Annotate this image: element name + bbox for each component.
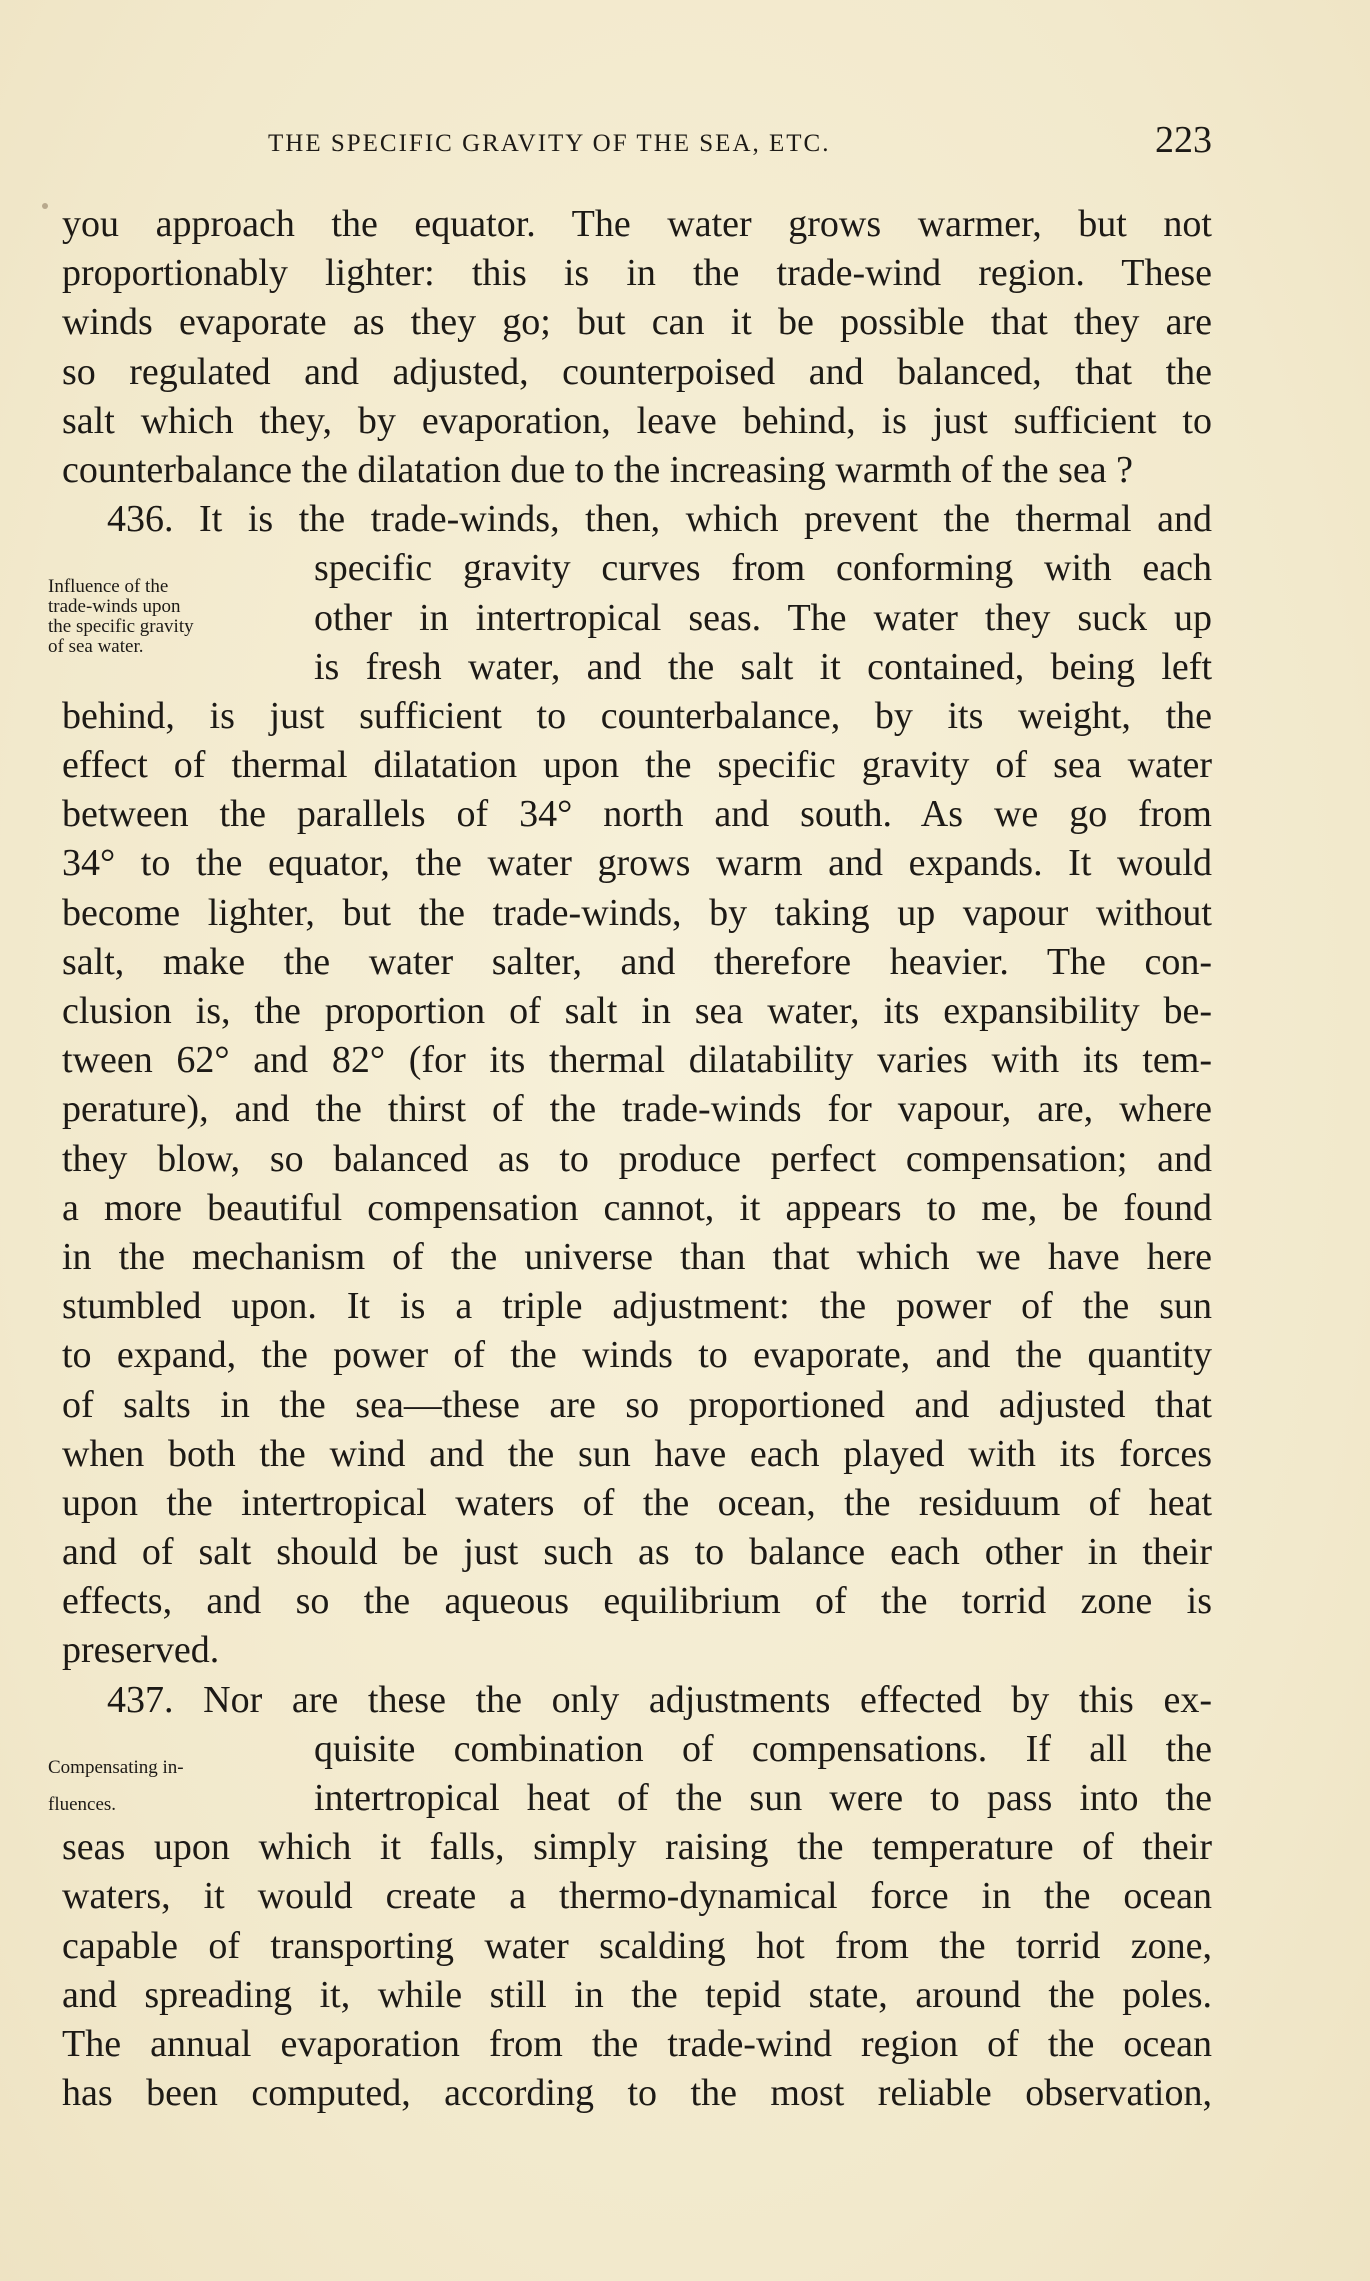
text-line: and spreading it, while still in the tepid state, around the poles. [62, 1973, 1212, 2016]
text-line: effect of thermal dilatation upon the specific gravity of sea water [62, 744, 1212, 787]
text-line: of salts in the sea—these are so proportioned and adjusted that [62, 1383, 1212, 1426]
text-line: salt which they, by evaporation, leave behind, is just sufficient to [62, 399, 1212, 442]
running-head: THE SPECIFIC GRAVITY OF THE SEA, ETC. [268, 130, 831, 157]
text-line: they blow, so balanced as to produce perfect compensation; and [62, 1137, 1212, 1180]
margin-note-line: the specific gravity [48, 616, 194, 637]
paragraph-437-start: 437. Nor are these the only adjustments effected by this ex- [107, 1678, 1212, 1721]
text-line: intertropical heat of the sun were to pass into the [314, 1777, 1212, 1819]
text-line: tween 62° and 82° (for its thermal dilatability varies with its tem- [62, 1039, 1212, 1082]
text-line: in the mechanism of the universe than that which we have here [62, 1235, 1212, 1278]
text-line: 34° to the equator, the water grows warm and expands. It would [62, 842, 1212, 885]
text-line: counterbalance the dilatation due to the increasing warmth of the sea ? [62, 448, 1133, 491]
margin-note-line: Influence of the [48, 576, 169, 597]
text-line: proportionably lighter: this is in the trade-wind region. These [62, 252, 1212, 295]
text-line: winds evaporate as they go; but can it be possible that they are [62, 301, 1212, 344]
text-line: upon the intertropical waters of the ocean, the residuum of heat [62, 1481, 1212, 1524]
page-number: 223 [1155, 119, 1212, 161]
text-line: capable of transporting water scalding hot from the torrid zone, [62, 1924, 1212, 1967]
text-line: behind, is just sufficient to counterbalance, by its weight, the [62, 694, 1212, 737]
text-line: stumbled upon. It is a triple adjustment: the power of the sun [62, 1285, 1212, 1328]
margin-note-line: fluences. [48, 1794, 117, 1815]
paragraph-436-start: 436. It is the trade-winds, then, which prevent the thermal and [107, 498, 1212, 541]
margin-note-line: Compensating in- [48, 1757, 184, 1778]
text-line: a more beautiful compensation cannot, it appears to me, be found [62, 1186, 1212, 1229]
text-line: is fresh water, and the salt it contained, being left [314, 645, 1212, 688]
text-line: when both the wind and the sun have each played with its forces [62, 1432, 1212, 1475]
text-line: waters, it would create a thermo-dynamical force in the ocean [62, 1875, 1212, 1918]
margin-note-line: trade-winds upon [48, 596, 181, 617]
text-line: and of salt should be just such as to balance each other in their [62, 1531, 1212, 1574]
text-line: has been computed, according to the most reliable observation, [62, 2072, 1212, 2115]
text-line: clusion is, the proportion of salt in sea water, its expansibility be- [62, 990, 1212, 1032]
text-line: you approach the equator. The water grows warmer, but not [62, 203, 1212, 245]
text-line: salt, make the water salter, and therefore heavier. The con- [62, 940, 1212, 983]
text-line: perature), and the thirst of the trade-winds for vapour, are, where [62, 1088, 1212, 1131]
text-line: effects, and so the aqueous equilibrium of the torrid zone is [62, 1580, 1212, 1623]
ink-speck [42, 203, 48, 209]
body-text [62, 200, 1212, 2118]
text-line: to expand, the power of the winds to evaporate, and the quantity [62, 1334, 1212, 1377]
text-line: The annual evaporation from the trade-wind region of the ocean [62, 2022, 1212, 2065]
text-line: seas upon which it falls, simply raising the temperature of their [62, 1826, 1212, 1869]
text-line: preserved. [62, 1629, 220, 1672]
text-line: so regulated and adjusted, counterpoised and balanced, that the [62, 350, 1212, 393]
margin-note-line: of sea water. [48, 636, 144, 657]
text-line: between the parallels of 34° north and south. As we go from [62, 793, 1212, 836]
text-line: specific gravity curves from conforming with each [314, 547, 1212, 590]
text-line: other in intertropical seas. The water they suck up [314, 596, 1212, 639]
text-line: become lighter, but the trade-winds, by taking up vapour without [62, 891, 1212, 934]
text-line: quisite combination of compensations. If all the [314, 1727, 1212, 1770]
